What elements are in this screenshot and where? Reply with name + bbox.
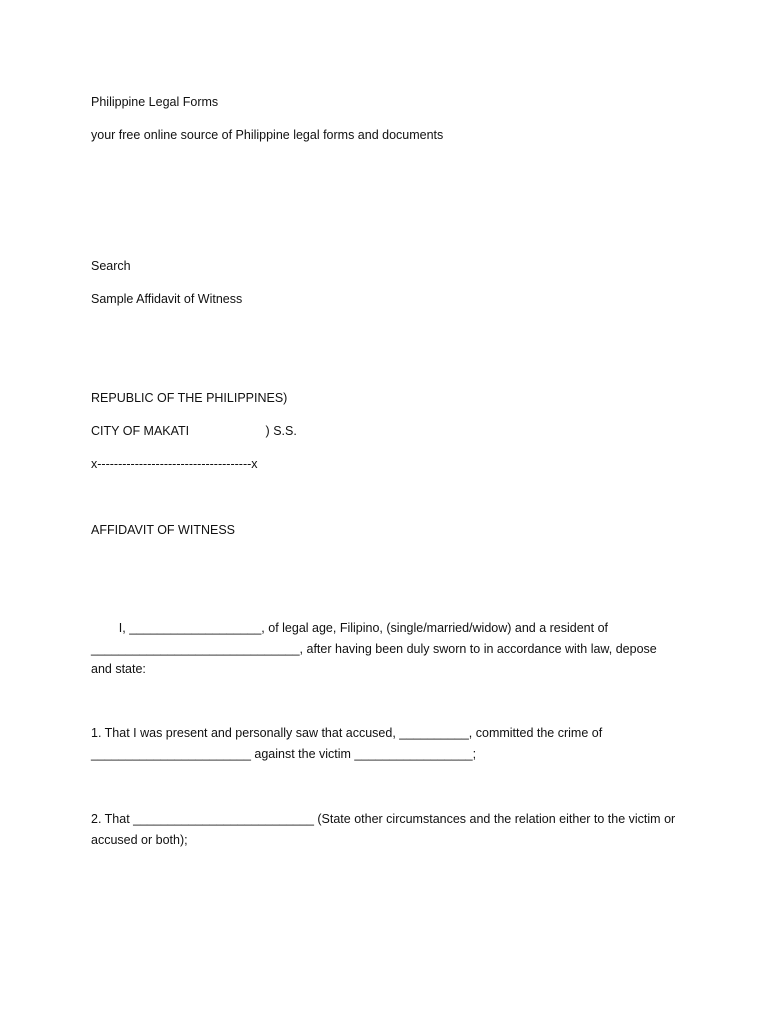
caption-separator: x-------------------------------------x [91, 457, 258, 471]
document-title-link: Sample Affidavit of Witness [91, 292, 243, 306]
caption-city: CITY OF MAKATI ) S.S. [91, 424, 297, 438]
search-label: Search [91, 259, 131, 273]
site-title: Philippine Legal Forms [91, 95, 219, 109]
site-tagline: your free online source of Philippine legal forms and documents [91, 128, 444, 142]
affidavit-heading: AFFIDAVIT OF WITNESS [91, 523, 235, 537]
item-1-paragraph: 1. That I was present and personally saw that accused, __________, committed the crime of _______________________ against the victim _________________; [91, 726, 606, 761]
caption-republic: REPUBLIC OF THE PHILIPPINES) [91, 391, 288, 405]
intro-paragraph: I, ___________________, of legal age, Filipino, (single/married/widow) and a resident of ______________________________, after having been duly sworn to in accordance with law, depose and state: [91, 621, 661, 676]
item-2-paragraph: 2. That __________________________ (State other circumstances and the relation either to the victim or accused or both); [91, 812, 679, 847]
